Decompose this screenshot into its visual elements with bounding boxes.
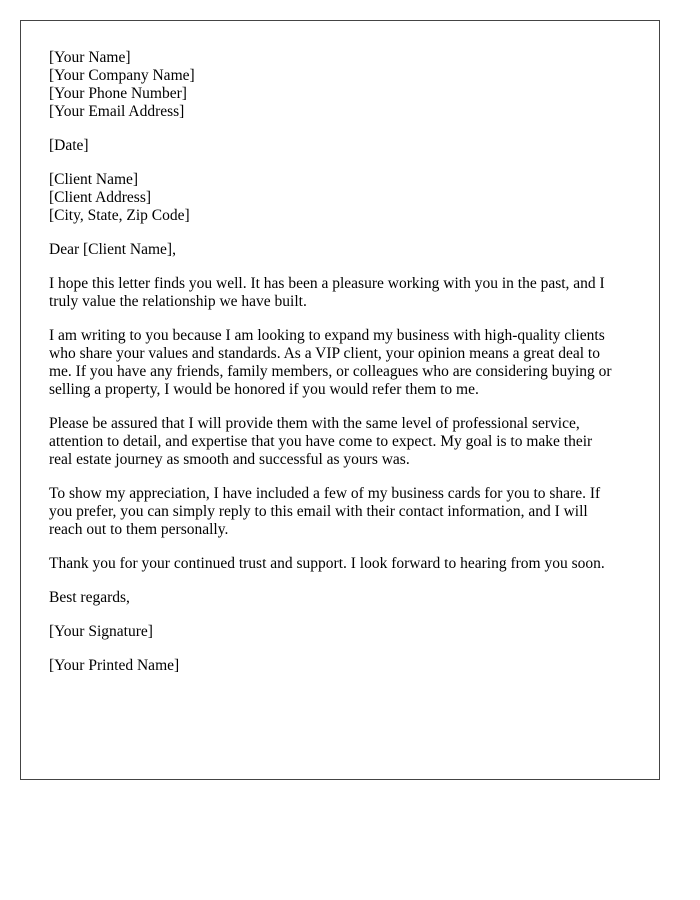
signature: [Your Signature] — [49, 623, 153, 640]
paragraph-line: selling a property, I would be honored if you would refer them to me. — [49, 381, 479, 398]
paragraph-line: I am writing to you because I am looking to expand my business with high-quality clients — [49, 327, 605, 344]
paragraph-thanks — [49, 555, 639, 573]
sender-email: [Your Email Address] — [49, 103, 185, 120]
sender-block — [49, 49, 639, 121]
paragraph-line: real estate journey as smooth and successful as yours was. — [49, 451, 410, 468]
paragraph-line: Please be assured that I will provide them with the same level of professional service, — [49, 415, 580, 432]
paragraph-line: reach out to them personally. — [49, 521, 229, 538]
letter-content — [49, 49, 639, 691]
recipient-city-state-zip: [City, State, Zip Code] — [49, 207, 190, 224]
paragraph-line: truly value the relationship we have built. — [49, 293, 307, 310]
paragraph-line: attention to detail, and expertise that you have come to expect. My goal is to make their — [49, 433, 593, 450]
salutation: Dear [Client Name], — [49, 241, 176, 258]
paragraph-line: you prefer, you can simply reply to this email with their contact information, and I will — [49, 503, 588, 520]
printed-name: [Your Printed Name] — [49, 657, 180, 674]
letter-date: [Date] — [49, 137, 89, 154]
paragraph-line: me. If you have any friends, family members, or colleagues who are considering buying or — [49, 363, 612, 380]
date-block — [49, 137, 639, 155]
recipient-name: [Client Name] — [49, 171, 139, 188]
paragraph-intro — [49, 275, 639, 311]
paragraph-line: To show my appreciation, I have included a few of my business cards for you to share. If — [49, 485, 601, 502]
recipient-block — [49, 171, 639, 225]
sender-name: [Your Name] — [49, 49, 131, 66]
sender-phone: [Your Phone Number] — [49, 85, 187, 102]
paragraph-line: I hope this letter finds you well. It has been a pleasure working with you in the past, and I — [49, 275, 605, 292]
letter-page — [20, 20, 660, 780]
recipient-address: [Client Address] — [49, 189, 152, 206]
paragraph-line: Thank you for your continued trust and support. I look forward to hearing from you soon. — [49, 555, 605, 572]
paragraph-purpose — [49, 327, 639, 399]
sender-company: [Your Company Name] — [49, 67, 195, 84]
paragraph-assurance — [49, 415, 639, 469]
paragraph-appreciation — [49, 485, 639, 539]
paragraph-line: who share your values and standards. As a VIP client, your opinion means a great deal to — [49, 345, 600, 362]
closing: Best regards, — [49, 589, 130, 606]
